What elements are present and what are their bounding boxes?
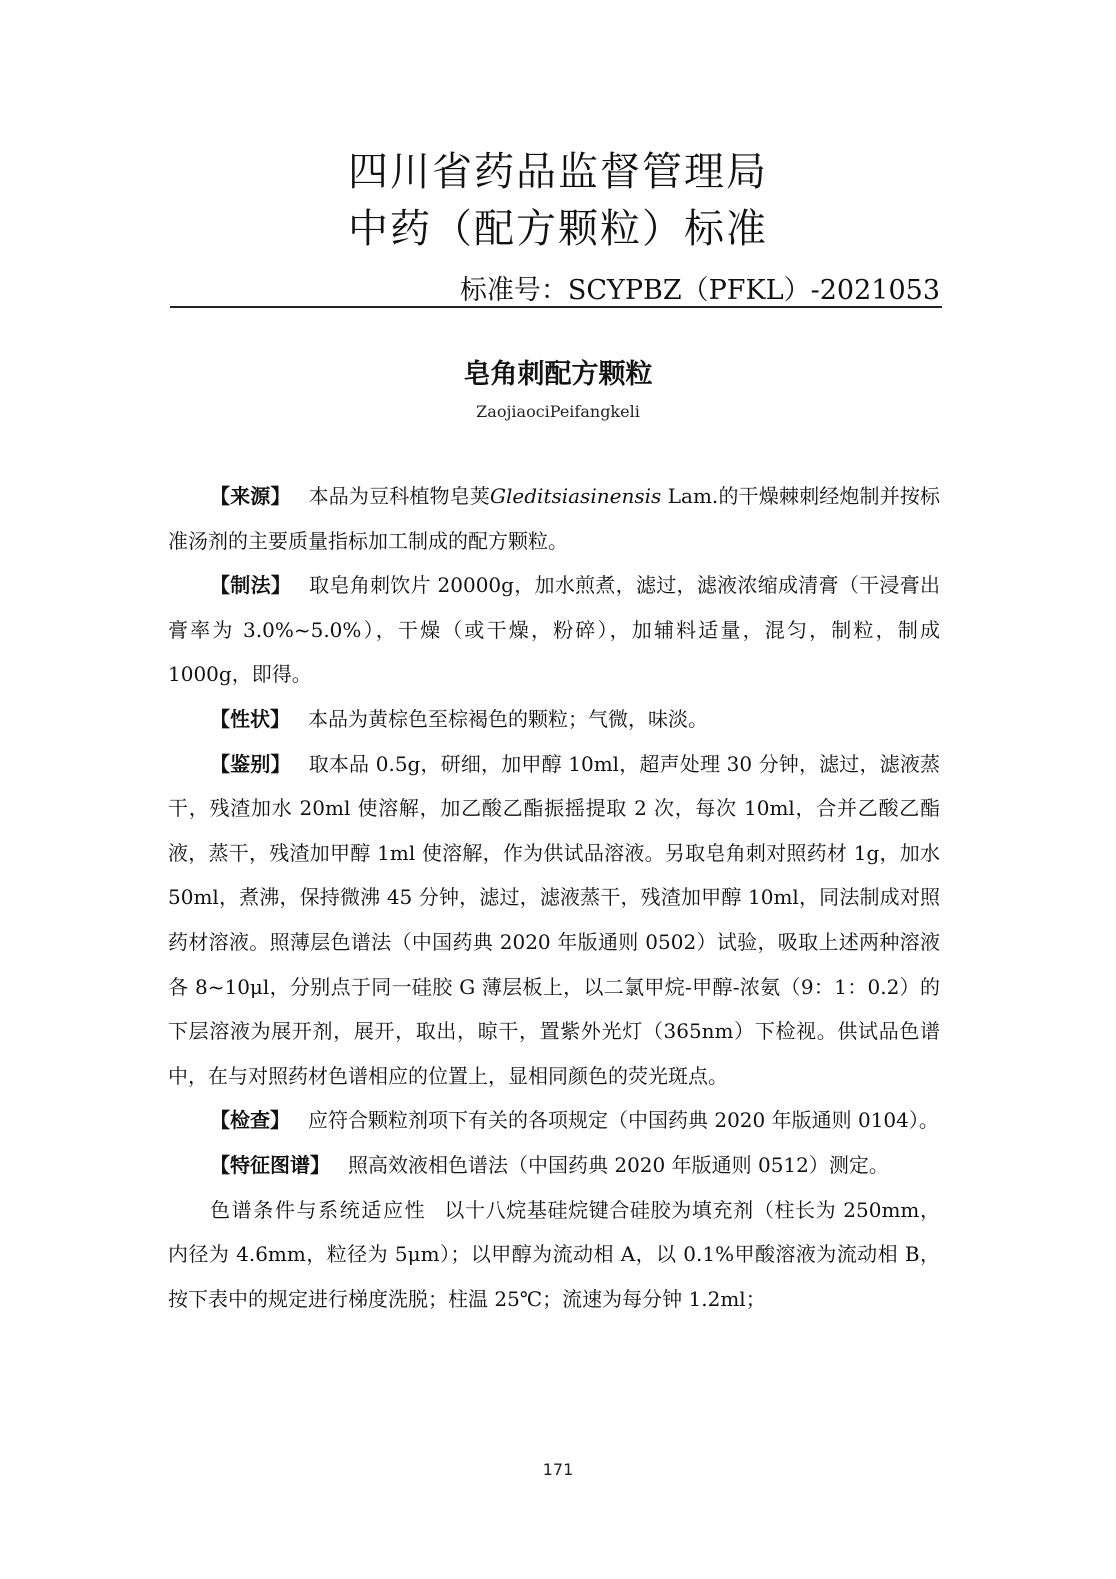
subsection-heading: 色谱条件与系统适应性 xyxy=(210,1197,427,1222)
section-heading: 【来源】 xyxy=(210,484,291,508)
section-text: 应符合颗粒剂项下有关的各项规定（中国药典 2020 年版通则 0104）。 xyxy=(308,1108,939,1133)
product-name: 皂角刺配方颗粒 xyxy=(463,359,653,390)
latin-species-name: Gleditsiasinensis xyxy=(490,484,662,508)
section-heading: 【检查】 xyxy=(210,1108,290,1133)
section-heading: 【制法】 xyxy=(210,573,292,598)
standard-number-line xyxy=(460,268,940,307)
standard-number-value: SCYPBZ（PFKL）-2021053 xyxy=(567,275,940,306)
section-text: 以十八烷基硅烷键合硅胶为填充剂（柱长为 250mm，内径为 4.6mm，粒径为 5μm）；以甲醇为流动相 A，以 0.1%甲酸溶液为流动相 B，按下表中的规定进行梯度洗脱；柱温 25℃；流速为每分钟 1.2ml； xyxy=(168,1197,941,1311)
section-text: Lam.的干燥棘刺经炮制并按标准汤剂的主要质量指标加工制成的配方颗粒。 xyxy=(168,484,941,553)
section-inspection xyxy=(168,1098,940,1143)
section-identification xyxy=(168,742,940,1099)
product-pinyin: ZaojiaociPeifangkeli xyxy=(476,402,640,421)
section-chromatography xyxy=(168,1188,940,1322)
section-text: 取本品 0.5g，研细，加甲醇 10ml，超声处理 30 分钟，滤过，滤液蒸干，残渣加水 20ml 使溶解，加乙酸乙酯振摇提取 2 次，每次 10ml，合并乙酸乙酯液，蒸干，残渣加甲醇 1ml 使溶解，作为供试品溶液。另取皂角刺对照药材 1g，加水 50ml，煮沸，保持微沸 45 分钟，滤过，滤液蒸干，残渣加甲醇 10ml，同法制成对照药材溶液。照薄层色谱法（中国药典 2020 年版通则 0502）试验，吸取上述两种溶液各 8~10μl，分别点于同一硅胶 G 薄层板上，以二氯甲烷-甲醇-浓氨（9：1：0.2）的下层溶液为展开剂，展开，取出，晾干，置紫外光灯（365nm）下检视。供试品色谱中，在与对照药材色谱相应的位置上，显相同颜色的荧光斑点。 xyxy=(168,751,940,1088)
section-text: 取皂角刺饮片 20000g，加水煎煮，滤过，滤液浓缩成清膏（干浸膏出膏率为 3.0%~5.0%），干燥（或干燥，粉碎），加辅料适量，混匀，制粒，制成 1000g，即得。 xyxy=(168,573,940,687)
section-source xyxy=(168,474,940,563)
standard-category-title: 中药（配方颗粒）标准 xyxy=(348,206,768,252)
standard-number-label: 标准号： xyxy=(459,275,568,306)
section-character xyxy=(168,697,940,742)
page-number: 171 xyxy=(542,1460,574,1479)
header-divider xyxy=(170,306,942,308)
section-text: 照高效液相色谱法（中国药典 2020 年版通则 0512）测定。 xyxy=(348,1152,889,1177)
section-text: 本品为黄棕色至棕褐色的颗粒；气微，味淡。 xyxy=(308,706,708,731)
section-heading: 【特征图谱】 xyxy=(210,1152,330,1177)
section-heading: 【鉴别】 xyxy=(210,751,291,776)
issuer-title: 四川省药品监督管理局 xyxy=(348,149,768,195)
section-heading: 【性状】 xyxy=(210,706,290,731)
section-preparation xyxy=(168,563,940,697)
section-text: 本品为豆科植物皂荚 xyxy=(308,484,491,508)
document-body xyxy=(168,474,940,1321)
section-fingerprint xyxy=(168,1143,940,1188)
